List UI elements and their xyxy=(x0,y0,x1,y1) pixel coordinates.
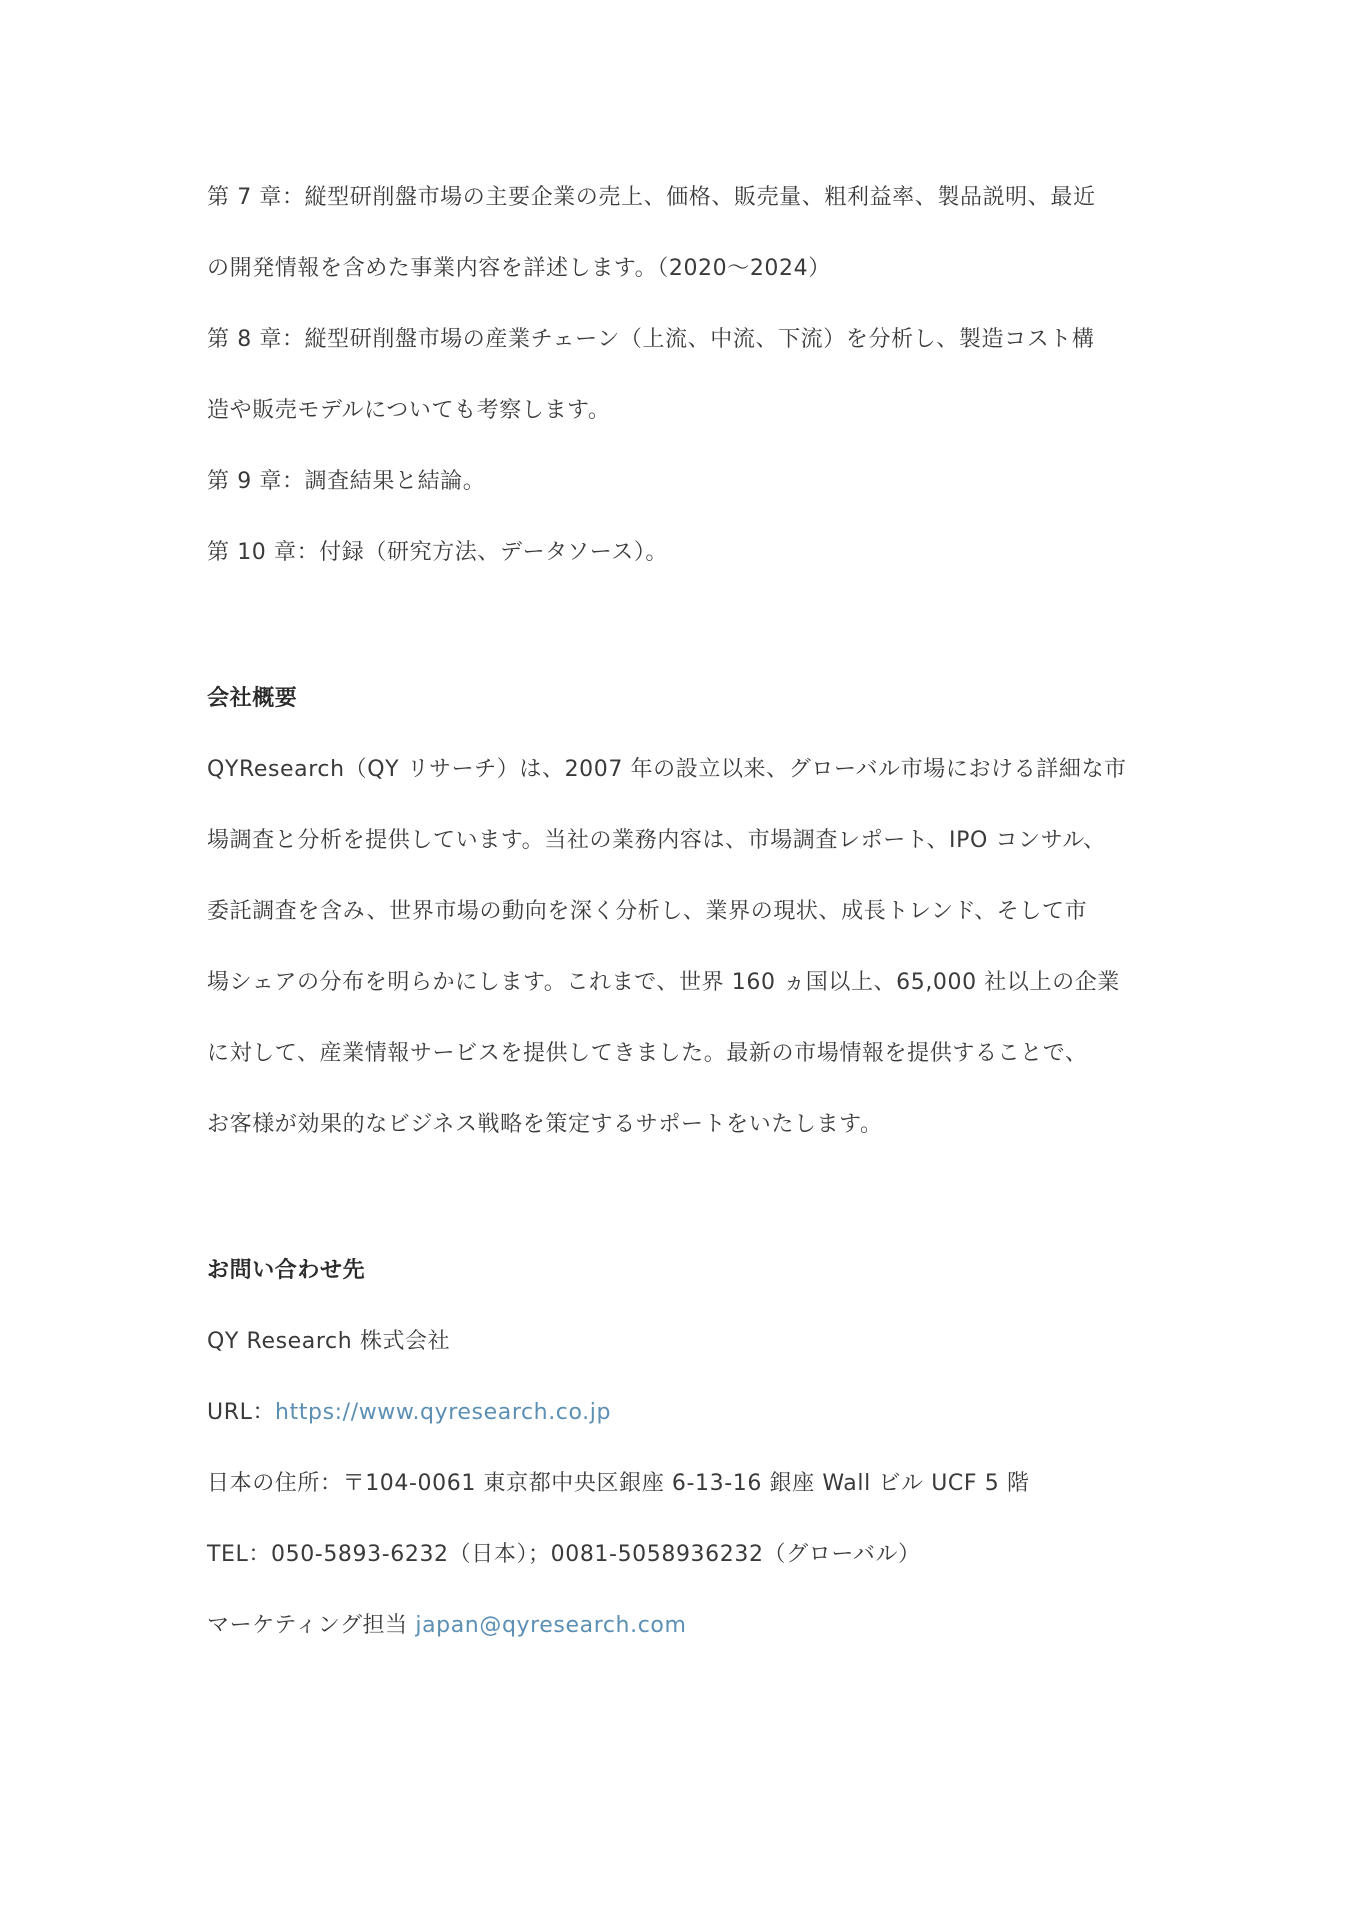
contact-heading: お問い合わせ先 xyxy=(207,1258,366,1283)
chapter-9: 第 9 章：調査結果と結論。 xyxy=(207,469,486,494)
chapter-10: 第 10 章：付録（研究方法、データソース）。 xyxy=(207,540,669,565)
contact-address: 日本の住所：〒104-0061 東京都中央区銀座 6-13-16 銀座 Wall ビル UCF 5 階 xyxy=(207,1471,1030,1496)
company-overview-heading: 会社概要 xyxy=(207,686,298,711)
contact-email-link[interactable]: japan@qyresearch.com xyxy=(415,1613,687,1638)
company-overview-line-4: 場シェアの分布を明らかにします。これまで、世界 160 ヵ国以上、65,000 社以上の企業 xyxy=(207,970,1120,995)
chapter-7-line-2: の開発情報を含めた事業内容を詳述します。（2020～2024） xyxy=(207,256,831,281)
contact-url-label: URL： xyxy=(207,1400,276,1425)
contact-tel: TEL：050-5893-6232（日本）；0081-5058936232（グローバル） xyxy=(207,1542,921,1567)
company-overview-line-1: QYResearch（QY リサーチ）は、2007 年の設立以来、グローバル市場における詳細な市 xyxy=(207,757,1127,782)
contact-url-row xyxy=(207,1398,611,1428)
company-overview-line-3: 委託調査を含み、世界市場の動向を深く分析し、業界の現状、成長トレンド、そして市 xyxy=(207,899,1088,924)
contact-url-link[interactable]: https://www.qyresearch.co.jp xyxy=(275,1400,612,1425)
contact-marketing-label: マーケティング担当 xyxy=(207,1613,416,1638)
company-overview-line-2: 場調査と分析を提供しています。当社の業務内容は、市場調査レポート、IPO コンサル、 xyxy=(207,828,1106,853)
chapter-7-line-1: 第 7 章：縦型研削盤市場の主要企業の売上、価格、販売量、粗利益率、製品説明、最近 xyxy=(207,185,1096,210)
chapter-8-line-1: 第 8 章：縦型研削盤市場の産業チェーン（上流、中流、下流）を分析し、製造コスト構 xyxy=(207,327,1095,352)
company-overview-line-6: お客様が効果的なビジネス戦略を策定するサポートをいたします。 xyxy=(207,1112,883,1137)
contact-company-name: QY Research 株式会社 xyxy=(207,1329,451,1354)
contact-marketing-row xyxy=(207,1611,686,1641)
chapter-8-line-2: 造や販売モデルについても考察します。 xyxy=(207,398,611,423)
company-overview-line-5: に対して、産業情報サービスを提供してきました。最新の市場情報を提供することで、 xyxy=(207,1041,1088,1066)
